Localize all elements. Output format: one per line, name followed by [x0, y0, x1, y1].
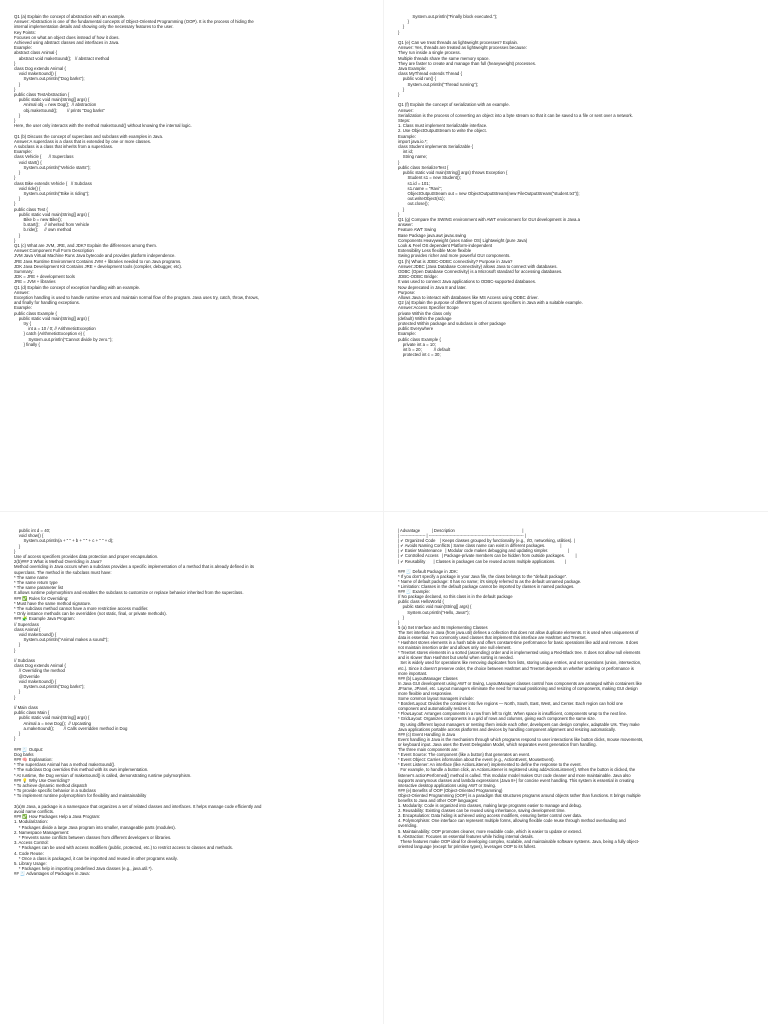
text-line: * The superclass Animal has a method makeSound(). [14, 762, 116, 768]
text-line: * Name of default package: It has no name; it's simply referred to as the default unnamed package. [398, 578, 582, 584]
text-line: * Once a class is packaged, it can be imported and reused in other programs easily. [14, 855, 178, 861]
text-line: Allows Java to interact with databases like MS Access using ODBC driver. [398, 294, 539, 300]
text-line: b.start(); // inherited from Vehicle [14, 222, 90, 228]
text-line: ### 🧠 Explanation: [14, 756, 53, 762]
text-line: The Set interface in Java (from java.util) defines a collection that does not allow duplicate elements. It is used when uniqueness of [398, 629, 639, 635]
text-line: public static void main(String[] args) { [398, 604, 472, 610]
text-line: public class Example { [14, 310, 57, 316]
text-line: void ride() { [14, 185, 41, 191]
text-line: public static void main(String[] args) { [14, 315, 90, 321]
text-line: * Limitation: Classes in the default package cannot be imported by classes in named packages. [398, 584, 575, 590]
text-line: Steps: [398, 118, 411, 124]
text-line: s1.name = "Ravi"; [398, 185, 442, 191]
text-line: * BorderLayout: Divides the container into five regions — North, South, East, West, and Center. Each region can hold one [398, 701, 624, 707]
text-line: Base Package java.awt javax.swing [398, 232, 467, 238]
text-line: supports anonymous classes and lambda expressions (Java 8+) for concise event handling. This system is essential in creating [398, 777, 635, 783]
text-line: * Event Source: The component (like a button) that generates an event. [398, 752, 531, 758]
text-line: Example: [14, 149, 32, 155]
text-line: Now deprecated in Java 8 and later. [398, 284, 467, 290]
text-line: class Student implements Serializable { [398, 144, 473, 150]
text-line: Answer: [398, 107, 414, 113]
text-line: Here, the user only interacts with the method makeSound() without knowing the internal logic. [14, 123, 192, 129]
text-line: } [14, 548, 16, 554]
text-line: abstract class Animal { [14, 50, 57, 56]
text-line: Multiple threads share the same memory space. [398, 55, 490, 61]
text-line: JDK Java Development Kit Contains JRE + development tools (compiler, debugger, etc). [14, 263, 183, 269]
text-line: internal implementation details and showing only the necessary features to the user. [14, 24, 174, 30]
page-bottom-left [0, 512, 384, 1024]
text-line: It allows runtime polymorphism and enables the subclass to customize or replace behavior inherited from the superclass. [14, 590, 244, 596]
text-line: | ✔ Controlled Access | Package-private members can be hidden from outside packages. | [398, 553, 577, 559]
text-line: Components Heavyweight (uses native OS) Lightweight (pure Java) [398, 237, 528, 243]
text-line: * The subclass method cannot have a more restrictive access modifier. [14, 606, 149, 612]
text-line: class Animal { [14, 626, 41, 632]
text-line: try { [14, 320, 31, 326]
text-line: overriding. [398, 823, 418, 829]
text-line: Q1 (e) Can we treat threads as lightweight processes? Explain. [398, 40, 519, 46]
text-line: listener's actionPerformed() method is called. This modular model makes GUI code cleaner and more maintainable. Java also [398, 772, 631, 778]
text-line: In Java GUI development using AWT or Swing, LayoutManager classes control how components are arranged within containers like [398, 680, 642, 686]
text-line: ### (e) Benefits of OOP (Object-Oriented Programming) [398, 787, 503, 793]
text-line: } [14, 118, 16, 124]
text-line: By using different layout managers or nesting them inside each other, developers can design complex, adaptable UIs. They make [398, 721, 640, 727]
text-line: public static void main(String[] args) { [14, 211, 90, 217]
text-line: * The same name [14, 574, 48, 580]
text-line: * Packages divide a large Java program into smaller, manageable parts (modules). [14, 824, 176, 830]
text-line: ### 🧾 Output: [14, 746, 43, 752]
text-line: 2. Use ObjectOutputStream to write the object. [398, 128, 487, 134]
text-line: Example: [398, 331, 416, 337]
text-line: more important. [398, 670, 428, 676]
text-line: class Vehicle { // Superclass [14, 154, 74, 160]
text-line: public Everywhere [398, 326, 434, 332]
text-line: ### ✅ How Packages Help a Java Program: [14, 814, 101, 820]
text-line: } [14, 730, 21, 736]
text-line: } [398, 619, 400, 625]
text-line: JFrame, JPanel, etc. Layout managers eliminate the need for manual positioning and resizing of components, making GUI design [398, 685, 638, 691]
text-line: System.out.println("Hello, Java!"); [398, 609, 470, 615]
text-line: public void run() { [398, 76, 436, 82]
text-line: } [398, 159, 400, 165]
text-line: } [398, 86, 405, 92]
text-line: b.ride(); // own method [14, 227, 72, 233]
text-line: } catch (ArithmeticException e) { [14, 331, 85, 337]
text-line: out.writeObject(s1); [398, 196, 445, 202]
text-line: public class HelloWorld { [398, 599, 444, 605]
text-line: * To implement runtime polymorphism for flexibility and maintainability [14, 793, 147, 799]
text-line: * Packages can be used with access modifiers (public, protected, etc.) to restrict access to classes and methods. [14, 845, 234, 851]
text-line: public class Test { [14, 206, 48, 212]
text-line: void makeSound() { [14, 632, 57, 638]
text-line: JVM Java Virtual Machine Runs Java bytecode and provides platform independence. [14, 253, 176, 259]
text-line: } [14, 689, 21, 695]
text-line: // No package declared, so this class is in the default package [398, 594, 513, 600]
text-line: * Must have the same method signature. [14, 600, 92, 606]
text-line: Extensibility Less flexible More flexible [398, 248, 472, 254]
text-line: Answer: Yes, threads are treated as lightweight processes because: [398, 45, 527, 51]
text-line: * At runtime, the Dog version of makeSound() is called, demonstrating runtime polymorphism. [14, 772, 192, 778]
text-line: System.out.println(a + " " + b + " " + c + " " + d); [14, 538, 114, 544]
text-line: Q1 (a) Explain the concept of abstraction with an example. [14, 14, 126, 19]
text-line: * Packages help in importing predefined Java classes (e.g., java.util.*). [14, 866, 153, 872]
text-line: Swing provides richer and more powerful GUI components. [398, 253, 511, 259]
text-line: Example: [14, 45, 32, 51]
text-line: * TreeSet stores elements in a sorted (ascending) order and is implemented using a Red-Black tree. It does not allow null elements [398, 650, 641, 656]
text-line: Purpose: [398, 289, 416, 295]
text-line: Java applications portable across platforms and devices by handling component alignment and resizing automatically. [398, 726, 616, 732]
text-line: * The same return type [14, 580, 58, 586]
text-line: protected int c = 30; [398, 352, 441, 358]
text-line: } [398, 19, 409, 25]
text-line: Method overriding in Java occurs when a subclass provides a specific implementation of a method that is already defined in its [14, 564, 255, 570]
text-line: Summary: [14, 268, 34, 274]
text-line: Q1 (f) Explain the concept of serialization with an example. [398, 102, 510, 108]
text-line: ### (b) LayoutManager Classes [398, 675, 458, 681]
text-line: Serialization is the process of converting an object into a byte stream so that it can be saved to a file or sent over a network. [398, 112, 634, 118]
text-line: ### 🧾 Default Package in JDK: [398, 568, 458, 574]
text-line: Java Example: [398, 66, 427, 72]
text-line: void makeSound() { [14, 678, 57, 684]
text-line: Q1 (c) What are JVM, JRE, and JDK? Explain the differences among them. [14, 242, 157, 248]
text-line: import java.io.*; [398, 138, 428, 144]
text-line: They run inside a single process. [398, 50, 461, 56]
text-line: public class Example { [398, 336, 441, 342]
text-line: } [14, 60, 16, 66]
page-bottom-right [384, 512, 768, 1024]
text-line: JDK = JRE + development tools [14, 274, 75, 280]
text-line: protected Within package and subclass in other package [398, 320, 506, 326]
page-top-left [0, 0, 384, 512]
text-line: 3. Access Control: [14, 840, 49, 846]
text-line: public static void main(String[] args) { [14, 97, 90, 103]
text-line: System.out.println("Cannot divide by zero."); [14, 336, 113, 342]
text-line: Answer:A superclass is a class that is extended by one or more classes. [14, 138, 152, 144]
text-line: They are faster to create and manage than full (heavyweight) processes. [398, 60, 537, 66]
text-line: | ✔ Organized Code | Keeps classes grouped by functionality (e.g., I/O, networking, utilities). | [398, 538, 575, 544]
text-line: out.close(); [398, 201, 429, 207]
text-line: | ✔ Reusability | Classes in packages can be reused across multiple applications. | [398, 558, 566, 564]
text-line: Bike b = new Bike(); [14, 216, 62, 222]
text-line: These features make OOP ideal for developing complex, scalable, and maintainable software systems. Java, being a fully object- [398, 838, 640, 844]
text-line: * FlowLayout: Arranges components in a row from left to right. When space is insufficient, components wrap to the next line. [398, 711, 627, 717]
text-line: Look & Feel OS dependent Platform-independent [398, 242, 493, 248]
text-line: public class SerializeTest { [398, 164, 449, 170]
text-line: } [398, 206, 405, 212]
text-line: class MyThread extends Thread { [398, 71, 462, 77]
text-line: System.out.println("Dog barks"); [14, 76, 85, 82]
text-line: | ------------------ | -------------------------------------------------------------------- | [398, 533, 526, 539]
text-line: Answer:Component Full Form Description [14, 248, 94, 254]
text-line: Feature AWT Swing [398, 227, 436, 233]
text-line: } [14, 112, 21, 118]
text-line: } [14, 170, 21, 176]
text-line: public static void main(String[] args) { [14, 715, 90, 721]
text-line: not maintain insertion order and allows only one null element. [398, 645, 512, 651]
text-line: * Event Object: Carries information about the event (e.g., ActionEvent, MouseEvent). [398, 757, 555, 763]
text-line: (default) Within the package [398, 315, 452, 321]
text-line: Animal a = new Dog(); // Upcasting [14, 720, 92, 726]
text-line: private Within the class only [398, 310, 452, 316]
text-line: // Main class [14, 704, 38, 710]
text-line: 3. Encapsulation: Data hiding is achieved using access modifiers, ensuring better control over data. [398, 813, 582, 819]
text-line: Q1 (g) Compare the SWING environment with AWT environment for GUI development in Java.a [398, 216, 580, 222]
text-line: Q1 (h) What is JDBC-ODBC connectivity? Purpose in Java? [398, 258, 513, 264]
text-line: ### 🧩 Example Java Program: [14, 616, 75, 622]
text-line: 1. Class must implement Serializable interface. [398, 123, 488, 129]
text-line: @Override [14, 673, 40, 679]
text-line: 1. Modularity: Code is organized into classes, making large programs easier to manage and debug. [398, 803, 582, 809]
text-line: * HashSet stores elements in a hash table and offers constant-time performance for basic operations like add and remove. It does [398, 640, 639, 646]
text-line: } [14, 196, 21, 202]
text-line: } [14, 237, 16, 243]
text-line: * To achieve dynamic method dispatch [14, 782, 88, 788]
text-line: ### ✅ Rules for Overriding: [14, 595, 69, 601]
text-line: class Dog extends Animal { [14, 66, 66, 72]
text-line: String name; [398, 154, 428, 160]
text-line: Example: [398, 133, 416, 139]
text-line: * GridLayout: Organizes components in a grid of rows and columns, giving each component the same size. [398, 716, 596, 722]
text-line: and finally for handling exceptions. [14, 300, 80, 306]
text-line: void start() { [14, 159, 42, 165]
text-line: System.out.println("Bike is riding"); [14, 190, 90, 196]
text-line: 2. Reusability: Existing classes can be reused using inheritance, saving development time. [398, 808, 566, 814]
text-line: } [398, 29, 400, 35]
text-line: The three main components are: [398, 747, 459, 753]
text-line: JRE Java Runtime Environment Contains JVM + libraries needed to run Java programs. [14, 258, 182, 264]
text-line: } [14, 647, 16, 653]
text-line: Answer: Abstraction is one of the fundamental concepts of Object-Oriented Programming (OOP). It is the process of hiding the [14, 19, 254, 25]
text-line: Some common layout managers include: [398, 696, 474, 702]
text-line: Event handling in Java is the mechanism through which programs respond to user interactions like button clicks, mouse movements, [398, 736, 644, 742]
text-line: 2(b)### 3 What is Method Overriding in Java? [14, 559, 102, 565]
text-line: benefits to Java and other OOP languages: [398, 797, 479, 803]
text-line: etc.). Since it doesn't preserve order, the choice between HashSet and TreeSet depends on whether ordering or performance is [398, 665, 634, 671]
text-line: System.out.println("Dog barks"); [14, 684, 85, 690]
text-line: Use of access specifiers provides data protection and proper encapsulation. [14, 554, 159, 560]
text-line: | ✔ Easier Maintenance | Modular code makes debugging and updating simpler. | [398, 548, 570, 554]
text-line: Object-Oriented Programming (OOP) is a paradigm that structures programs around objects rather than functions. It brings multiple [398, 792, 641, 798]
text-line: 5. Library Usage: [14, 861, 47, 866]
text-line: a.makeSound(); // Calls overridden method in Dog [14, 725, 128, 731]
text-line: ODBC (Open Database Connectivity) is a Microsoft standard for accessing databases. [398, 268, 563, 274]
text-line: * To provide specific behavior in a subclass [14, 788, 96, 794]
text-line: data is essential. Two commonly used classes that implement this interface are HashSet and TreeSet. [398, 634, 587, 640]
text-line: For example, to handle a button click, an ActionListener is registered using addActionListener(). When the button is clicked, the [398, 767, 636, 773]
text-line: Focuses on what an object does instead of how it does. [14, 34, 120, 40]
text-line: * The subclass Dog overrides this method with its own implementation. [14, 767, 149, 773]
text-line: Example: [14, 305, 32, 311]
text-line: It was used to connect Java applications to ODBC-supported databases. [398, 279, 537, 285]
text-line: System.out.println("Vehicle starts"); [14, 164, 91, 170]
text-line: * If you don't specify a package in your Java file, the class belongs to the "default package". [398, 573, 568, 579]
text-line: 5 (a) Set Interface and Its Implementing Classes [398, 624, 488, 630]
text-line: } [14, 543, 21, 549]
text-line: answer: [398, 222, 414, 228]
text-line: } [14, 232, 21, 238]
text-line: or keyboard input. Java uses the Event Delegation Model, which separates event generation from handling. [398, 741, 597, 747]
text-line: JDBC-ODBC Bridge: [398, 274, 438, 280]
text-line: 1. Modularization: [14, 819, 48, 825]
text-line: } [14, 736, 16, 742]
text-line: System.out.println("Animal makes a sound"); [14, 637, 109, 643]
text-line: | ✔ Avoids Naming Conflicts | Same class name can exist in different packages. | [398, 543, 562, 549]
text-line: } [14, 201, 16, 207]
text-line: } [14, 175, 16, 181]
text-line: 4. Code Reuse: [14, 850, 44, 856]
text-line: Animal obj = new Dog(); // abstraction [14, 102, 97, 108]
text-line: Exception handling is used to handle runtime errors and maintain normal flow of the program. Java uses try, catch, throw, throws, [14, 294, 259, 300]
text-line: superclass. The method in the subclass must have: [14, 569, 112, 575]
text-line: } [398, 211, 400, 217]
text-line: class Dog extends Animal { [14, 663, 66, 669]
text-line: Answer:JDBC (Java Database Connectivity) allows Java to connect with databases. [398, 263, 558, 269]
text-line: Answer: [14, 289, 30, 295]
text-line: ### 💡 Why Use Overriding? [14, 777, 70, 783]
text-line: ObjectOutputStream out = new ObjectOutputStream(new FileOutputStream("student.txt")); [398, 190, 580, 196]
text-line: 4. Polymorphism: One interface can represent multiple forms, allowing flexible code reuse through method overloading and [398, 818, 626, 824]
text-line: } finally { [14, 341, 40, 347]
text-line: | Advantage | Description | [398, 528, 524, 533]
text-line: } [14, 86, 16, 92]
text-line: 6. Abstraction: Focuses on essential features while hiding internal details. [398, 833, 534, 839]
text-line: void makeSound() { [14, 71, 57, 77]
text-line: obj.makeSound(); // prints "Dog barks" [14, 107, 105, 113]
text-line: } [14, 694, 16, 700]
text-line: } [398, 614, 405, 620]
text-line: int b = 20; // default [398, 347, 451, 352]
text-line: component and automatically resizes it. [398, 706, 472, 712]
text-line: 3(a)In Java, a package is a namespace that organizes a set of related classes and interfaces. It helps manage code efficiently and [14, 803, 262, 809]
text-line: * Only instance methods can be overridden (not static, final, or private methods). [14, 611, 167, 617]
text-line: interactive desktop applications using AWT or Swing. [398, 782, 496, 788]
text-line: Q1 (b) Discuss the concept of superclass and subclass with examples in Java. [14, 133, 164, 139]
text-line: public static void main(String[] args) throws Exception { [398, 170, 508, 176]
text-line: } [398, 92, 400, 98]
text-line: // Overriding the method [14, 668, 65, 674]
text-line: } [14, 81, 21, 87]
text-line: avoid name conflicts. [14, 808, 55, 814]
text-line: private int a = 10; [398, 341, 436, 347]
text-line: * Prevents name conflicts between classes from different developers or libraries. [14, 834, 172, 840]
text-line: Student s1 = new Student(); [398, 175, 461, 181]
text-line: Achieved using abstract classes and interfaces in Java. [14, 40, 120, 46]
text-line: Q1 (d) Explain the concept of exception handling with an example. [14, 284, 141, 290]
text-line: public class Main { [14, 710, 50, 716]
text-line: oriented language (except for primitive types), leverages OOP to its fullest. [398, 843, 536, 849]
text-line: * The same parameter list [14, 585, 64, 591]
text-line: Key Points: [14, 29, 36, 35]
text-line: public int d = 40; [14, 528, 51, 533]
text-line: and is slower than HashSet but useful when sorting is needed. [398, 655, 514, 661]
page-top-right [384, 0, 768, 512]
text-line: JRE = JVM + libraries [14, 279, 56, 285]
text-line: int id; [398, 149, 414, 155]
text-line: Set is widely used for operations like removing duplicates from lists, storing unique entries, and set operations (union, intersection, [398, 660, 642, 666]
text-line: ### 🧾 Example: [398, 589, 430, 595]
text-line: int a = 10 / 0; // ArithmeticException [14, 326, 96, 332]
text-line: public class TestAbstraction { [14, 92, 70, 98]
text-line: 2. Namespace Management: [14, 829, 70, 835]
text-line: more flexible and responsive. [398, 691, 453, 696]
text-line: class Bike extends Vehicle { // Subclass [14, 180, 92, 186]
text-line: ## 🧾 Advantages of Packages in Java: [14, 871, 90, 877]
text-line: Q2 (a) Explain the purpose of different types of access specifiers in Java with a suitable example. [398, 300, 583, 306]
text-line: abstract void makeSound(); // abstract method [14, 55, 110, 61]
text-line: } [14, 642, 21, 648]
text-line: A subclass is a class that inherits from a superclass. [14, 144, 114, 150]
text-line: 5. Maintainability: OOP promotes cleaner, more readable code, which is easier to update or extend. [398, 828, 582, 834]
text-line: // Superclass [14, 621, 39, 627]
text-line: System.out.println("Thread running"); [398, 81, 479, 87]
text-line: Answer:Access Specifier Scope [398, 305, 459, 311]
text-line: void show() { [14, 533, 44, 539]
text-line: // Subclass [14, 658, 36, 664]
text-line: s1.id = 101; [398, 180, 430, 186]
text-line: * Event Listener: An interface (like ActionListener) implemented to define the response to the event. [398, 762, 582, 768]
text-line: ### (c) Event Handling in Java [398, 731, 456, 737]
text-line: Dog barks [14, 751, 34, 757]
text-line: } [398, 24, 405, 30]
text-line: System.out.println("Finally block executed."); [398, 14, 498, 19]
